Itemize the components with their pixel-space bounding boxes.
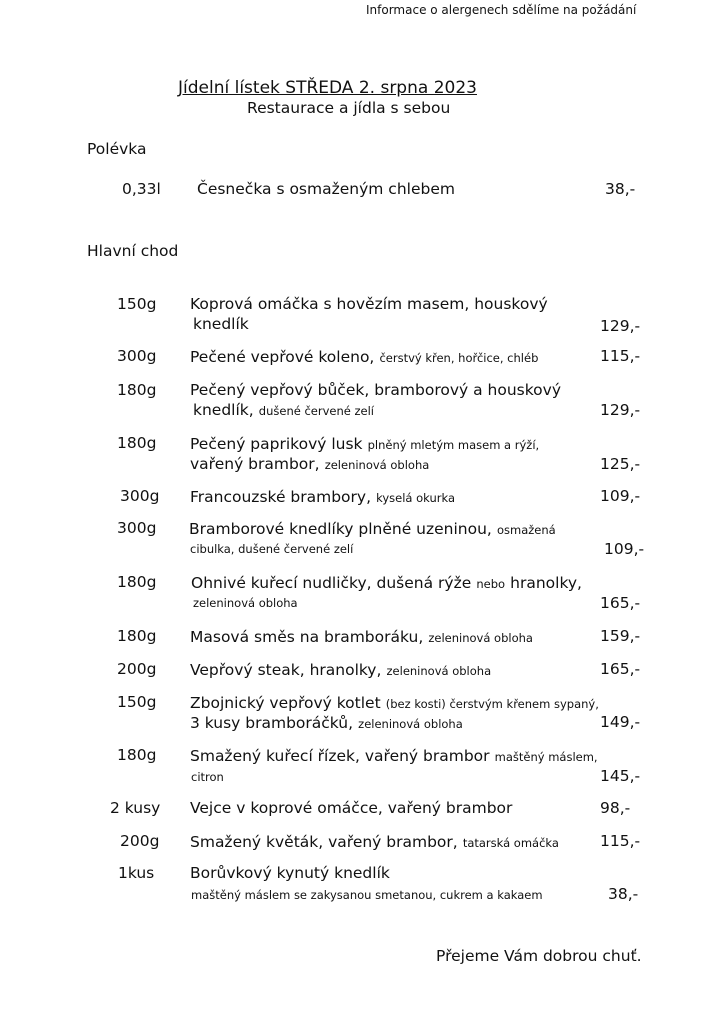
item-note: zeleninová obloha: [428, 631, 533, 645]
item-price: 115,-: [600, 832, 641, 850]
item-price: 145,-: [600, 767, 641, 785]
item-name-cont: 3 kusy bramboráčků,: [190, 714, 354, 732]
item-name-cont: knedlík: [193, 315, 249, 333]
item-price: 149,-: [600, 713, 641, 731]
soup-heading: Polévka: [87, 140, 147, 158]
item-note: plněný mletým masem a rýží,: [367, 438, 540, 452]
item-qty: 180g: [117, 627, 157, 645]
item-name: Pečené vepřové koleno,: [190, 348, 375, 366]
item-qty: 180g: [117, 573, 157, 591]
item-qty: 200g: [117, 660, 157, 678]
item-price: 129,-: [600, 317, 641, 335]
item-note: maštěný máslem,: [494, 750, 598, 764]
allergen-note: Informace o alergenech sdělíme na požádání: [366, 3, 637, 17]
item-price: 129,-: [600, 401, 641, 419]
item-price: 109,-: [600, 487, 641, 505]
item-note-cont: maštěný máslem se zakysanou smetanou, cukrem a kakaem: [191, 888, 543, 902]
item-name: Pečený vepřový bůček, bramborový a houskový: [190, 381, 562, 399]
item-name-cont: vařený brambor,: [190, 455, 320, 473]
item-name: Smažený květák, vařený brambor,: [190, 833, 458, 851]
item-note: čerstvý křen, hořčice, chléb: [379, 351, 539, 365]
item-price: 38,-: [608, 885, 639, 903]
item-note: (bez kosti) čerstvým křenem sypaný,: [385, 697, 599, 711]
item-price: 165,-: [600, 660, 641, 678]
menu-subtitle: Restaurace a jídla s sebou: [247, 99, 451, 117]
item-name: Bramborové knedlíky plněné uzeninou,: [189, 520, 492, 538]
item-name: Francouzské brambory,: [190, 488, 372, 506]
item-note: zeleninová obloha: [358, 717, 463, 731]
item-name: Borůvkový kynutý knedlík: [190, 864, 390, 882]
item-note-cont: zeleninová obloha: [193, 596, 298, 610]
item-name: Zbojnický vepřový kotlet: [190, 694, 381, 712]
item-qty: 180g: [117, 746, 157, 764]
item-note: tatarská omáčka: [462, 836, 559, 850]
item-name: Smažený kuřecí řízek, vařený brambor: [190, 747, 490, 765]
item-qty: 300g: [117, 519, 157, 537]
item-price: 125,-: [600, 455, 641, 473]
item-name: Koprová omáčka s hovězím masem, houskový: [190, 295, 548, 313]
menu-title: Jídelní lístek STŘEDA 2. srpna 2023: [178, 78, 477, 98]
item-qty: 300g: [117, 347, 157, 365]
item-qty: 180g: [117, 381, 157, 399]
item-note: zeleninová obloha: [324, 458, 430, 472]
item-qty: 150g: [117, 295, 157, 313]
item-name: Vejce v koprové omáčce, vařený brambor: [190, 799, 513, 817]
item-note: nebo: [476, 577, 506, 591]
closing-greeting: Přejeme Vám dobrou chuť.: [436, 947, 642, 965]
item-name: Vepřový steak, hranolky,: [190, 661, 382, 679]
item-price: 38,-: [605, 180, 636, 198]
main-heading: Hlavní chod: [87, 242, 179, 260]
item-note-cont: citron: [191, 770, 224, 784]
item-qty: 300g: [120, 487, 160, 505]
item-price: 165,-: [600, 594, 641, 612]
item-price: 98,-: [600, 799, 631, 817]
item-qty: 180g: [117, 434, 157, 452]
item-qty: 0,33l: [122, 180, 161, 198]
item-name: Česnečka s osmaženým chlebem: [197, 180, 455, 198]
item-note: zeleninová obloha: [386, 664, 492, 678]
item-note: kyselá okurka: [376, 491, 455, 505]
item-qty: 150g: [117, 693, 157, 711]
item-name: Masová směs na bramboráku,: [190, 628, 424, 646]
item-name-alt: hranolky,: [510, 574, 582, 592]
item-name-cont: knedlík,: [193, 401, 254, 419]
item-price: 115,-: [600, 347, 641, 365]
item-price: 109,-: [604, 540, 645, 558]
item-note: dušené červené zelí: [258, 404, 374, 418]
item-qty: 200g: [120, 832, 160, 850]
item-note: osmažená: [496, 523, 556, 537]
item-name: Pečený paprikový lusk: [190, 435, 363, 453]
item-price: 159,-: [600, 627, 641, 645]
item-qty: 2 kusy: [110, 799, 161, 817]
item-name: Ohnivé kuřecí nudličky, dušená rýže: [191, 574, 472, 592]
item-qty: 1kus: [118, 864, 155, 882]
item-note-cont: cibulka, dušené červené zelí: [190, 542, 354, 556]
